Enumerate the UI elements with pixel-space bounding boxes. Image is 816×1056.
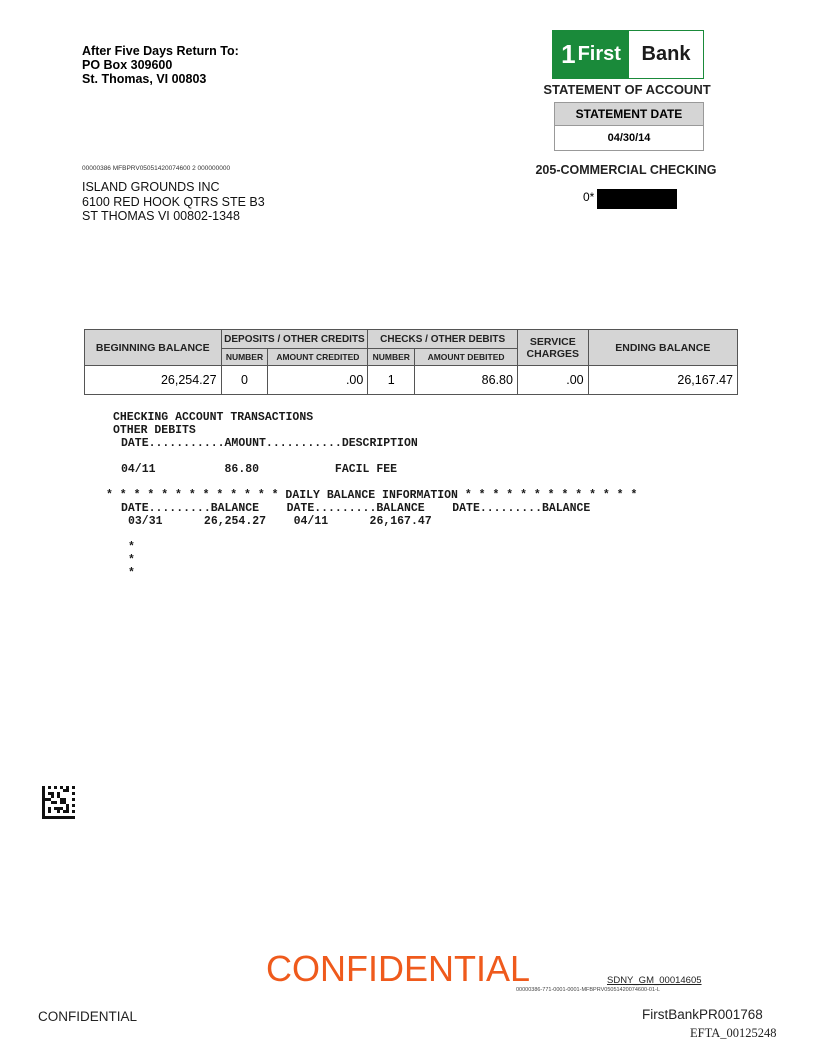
return-address bbox=[82, 44, 239, 86]
statement-date-value: 04/30/14 bbox=[607, 132, 651, 144]
return-address-line: After Five Days Return To: bbox=[82, 44, 239, 58]
barcode-icon bbox=[42, 786, 75, 819]
mailing-address bbox=[82, 180, 265, 224]
mailing-code: 00000386 MFBPRV05051420074600 2 000000000 bbox=[82, 165, 231, 172]
return-address-line: St. Thomas, VI 00803 bbox=[82, 72, 207, 86]
amount-credited-value: .00 bbox=[268, 366, 368, 395]
firstbank-bates-number: FirstBankPR001768 bbox=[642, 1007, 763, 1022]
header-service-charges: SERVICE CHARGES bbox=[517, 330, 588, 366]
header-checks: CHECKS / OTHER DEBITS bbox=[368, 330, 518, 349]
service-charges-value: .00 bbox=[517, 366, 588, 395]
logo-green-panel bbox=[553, 31, 629, 78]
statement-date-label: STATEMENT DATE bbox=[555, 103, 703, 126]
logo-one: 1 bbox=[561, 39, 576, 69]
deposit-count-value: 0 bbox=[221, 366, 268, 395]
header-amount-credited: AMOUNT CREDITED bbox=[268, 349, 368, 366]
amount-debited-value: 86.80 bbox=[415, 366, 518, 395]
logo-first: First bbox=[577, 43, 621, 65]
check-count-value: 1 bbox=[368, 366, 415, 395]
beginning-balance-value: 26,254.27 bbox=[85, 366, 222, 395]
redaction-box bbox=[597, 189, 677, 209]
transactions-section: OTHER DEBITS bbox=[113, 424, 196, 437]
confidential-stamp: CONFIDENTIAL bbox=[266, 948, 531, 989]
efta-number: EFTA_00125248 bbox=[690, 1026, 777, 1040]
return-address-line: PO Box 309600 bbox=[82, 58, 173, 72]
daily-balance-title: * * * * * * * * * * * * * DAILY BALANCE INFORMATION * * * * * * * * * * * * * bbox=[106, 489, 638, 502]
firstbank-logo bbox=[552, 30, 704, 79]
account-type: 205-COMMERCIAL CHECKING bbox=[535, 163, 717, 177]
filler-star: * bbox=[128, 541, 135, 554]
transaction-row: 04/11 86.80 FACIL FEE bbox=[121, 463, 398, 476]
header-ending-balance: ENDING BALANCE bbox=[588, 330, 737, 366]
transactions-header: DATE...........AMOUNT...........DESCRIPTION bbox=[121, 437, 418, 450]
statement-title: STATEMENT OF ACCOUNT bbox=[543, 82, 711, 97]
mailing-city: ST THOMAS VI 00802-1348 bbox=[82, 209, 240, 223]
mailing-street: 6100 RED HOOK QTRS STE B3 bbox=[82, 194, 265, 209]
header-deposits: DEPOSITS / OTHER CREDITS bbox=[221, 330, 368, 349]
transactions-title: CHECKING ACCOUNT TRANSACTIONS bbox=[113, 411, 314, 424]
header-check-number: NUMBER bbox=[368, 349, 415, 366]
logo-bank: Bank bbox=[629, 31, 703, 78]
statement-date-box bbox=[554, 102, 704, 151]
mailing-name: ISLAND GROUNDS INC bbox=[82, 180, 220, 194]
ending-balance-value: 26,167.47 bbox=[588, 366, 737, 395]
sdny-bates-number: SDNY_GM_00014605 bbox=[607, 975, 702, 986]
header-deposit-number: NUMBER bbox=[221, 349, 268, 366]
filler-star: * bbox=[128, 567, 135, 580]
account-number-prefix: 0* bbox=[583, 190, 595, 204]
document-tracking-code: 00000386-771-0001-0001-MFBPRV05051420074600-01-L bbox=[516, 987, 660, 993]
daily-balance-row: 03/31 26,254.27 04/11 26,167.47 bbox=[128, 515, 432, 528]
filler-star: * bbox=[128, 554, 135, 567]
confidential-label: CONFIDENTIAL bbox=[38, 1009, 138, 1024]
daily-balance-header: DATE.........BALANCE DATE.........BALANCE DATE.........BALANCE bbox=[121, 502, 591, 515]
header-beginning-balance: BEGINNING BALANCE bbox=[85, 330, 222, 366]
header-amount-debited: AMOUNT DEBITED bbox=[415, 349, 518, 366]
balance-summary-table bbox=[84, 329, 738, 395]
